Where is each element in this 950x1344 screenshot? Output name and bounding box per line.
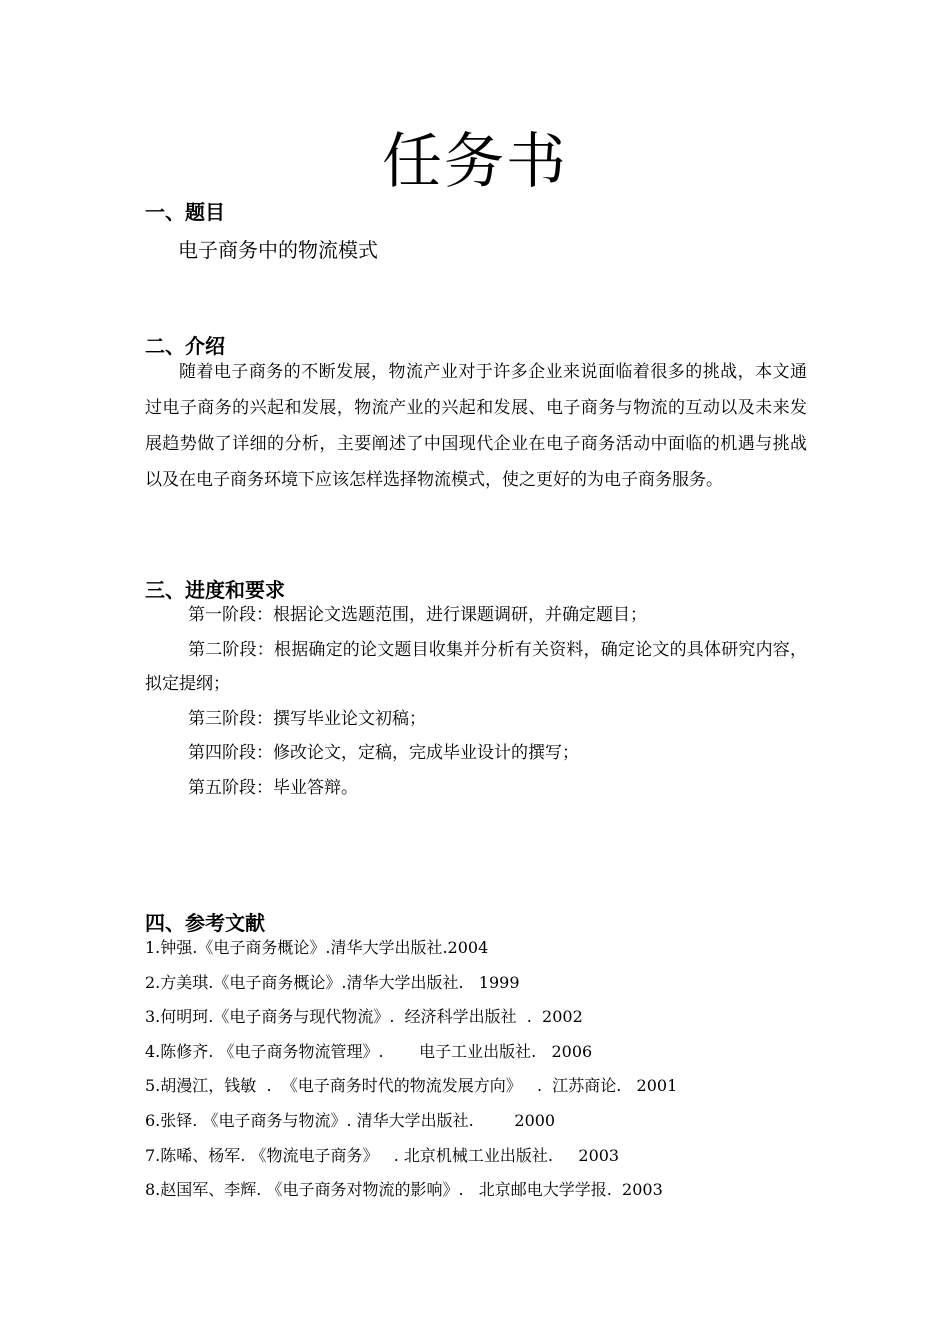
section-heading-progress: 三、进度和要求 [145,578,285,602]
topic-text: 电子商务中的物流模式 [178,238,378,262]
section-heading-intro: 二、介绍 [145,334,225,358]
reference-list [145,931,845,1208]
reference-item: 4.陈修齐. 《电子商务物流管理》. 电子工业出版社. 2006 [145,1041,593,1061]
reference-item: 3.何明珂.《电子商务与现代物流》. 经济科学出版社 . 2002 [145,1007,583,1027]
reference-item: 6.张铎. 《电子商务与物流》. 清华大学出版社. 2000 [145,1110,556,1130]
stage-item: 第一阶段：根据论文选题范围，进行课题调研，并确定题目； [188,605,647,625]
section-heading-topic: 一、题目 [145,200,225,224]
reference-item: 2.方美琪.《电子商务概论》.清华大学出版社. 1999 [145,972,520,992]
stage-item: 第四阶段：修改论文，定稿，完成毕业设计的撰写； [188,743,579,763]
reference-item: 5.胡漫江，钱敏 . 《电子商务时代的物流发展方向》 . 江苏商论. 2001 [145,1076,678,1096]
stage-item: 第二阶段：根据确定的论文题目收集并分析有关资料，确定论文的具体研究内容，拟定提纲； [145,639,807,694]
intro-paragraph: 随着电子商务的不断发展，物流产业对于许多企业来说面临着很多的挑战，本文通过电子商务的兴起和发展，物流产业的兴起和发展、电子商务与物流的互动以及未来发展趋势做了详细的分析，主要阐述了中国现代企业在电子商务活动中面临的机遇与挑战以及在电子商务环境下应该怎样选择物流模式，使之更好的为电子商务服务。 [145,362,807,490]
reference-item: 7.陈唏、杨军. 《物流电子商务》 . 北京机械工业出版社. 2003 [145,1145,620,1165]
stage-item: 第五阶段：毕业答辩。 [188,777,358,798]
stage-list [145,598,807,805]
page-title: 任务书 [382,127,568,197]
reference-item: 1.钟强.《电子商务概论》.清华大学出版社.2004 [145,938,489,957]
stage-item: 第三阶段：撰写毕业论文初稿； [188,708,426,729]
reference-item: 8.赵国军、李辉. 《电子商务对物流的影响》. 北京邮电大学学报. 2003 [145,1180,663,1200]
section-heading-references: 四、参考文献 [145,911,265,935]
